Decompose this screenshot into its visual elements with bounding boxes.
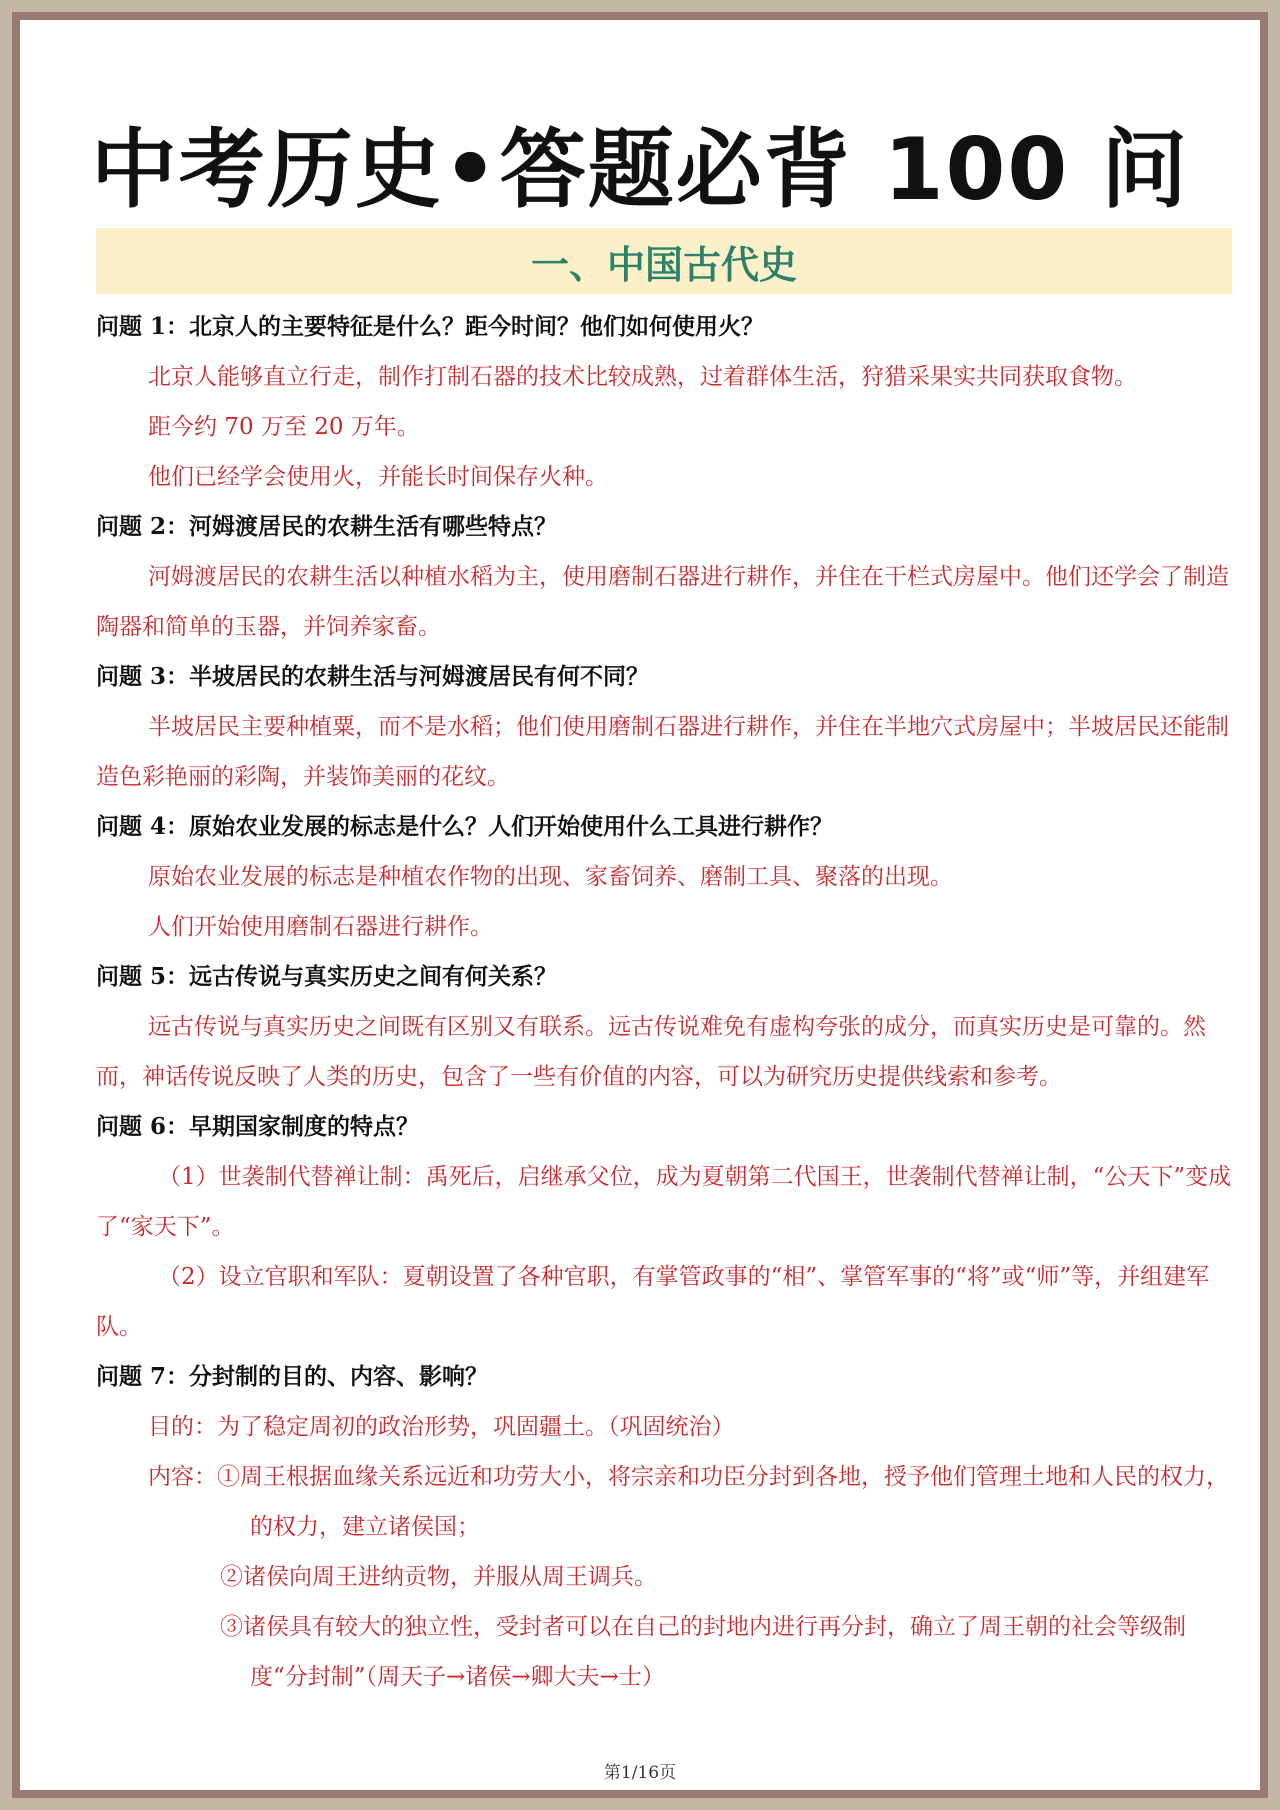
answer-4-line-1: 原始农业发展的标志是种植农作物的出现、家畜饲养、磨制工具、聚落的出现。	[148, 864, 953, 890]
question-list	[96, 302, 1232, 1702]
question-1: 问题 1：北京人的主要特征是什么？距今时间？他们如何使用火？	[96, 313, 765, 340]
question-7: 问题 7：分封制的目的、内容、影响？	[96, 1363, 489, 1390]
question-2: 问题 2：河姆渡居民的农耕生活有哪些特点？	[96, 513, 558, 540]
answer-4-line-2: 人们开始使用磨制石器进行耕作。	[148, 914, 493, 940]
answer-2: 河姆渡居民的农耕生活以种植水稻为主，使用磨制石器进行耕作，并住在干栏式房屋中。他们还学会了制造陶器和简单的玉器，并饲养家畜。	[96, 564, 1229, 640]
answer-7-content-2: ②诸侯向周王进纳贡物，并服从周王调兵。	[220, 1564, 657, 1590]
answer-7-content-1: 内容：①周王根据血缘关系远近和功劳大小，将宗亲和功臣分封到各地，授予他们管理土地和人民的权力，的权力，建立诸侯国；	[148, 1464, 1229, 1540]
answer-1-line-3: 他们已经学会使用火，并能长时间保存火种。	[148, 464, 608, 490]
question-6: 问题 6：早期国家制度的特点？	[96, 1113, 420, 1140]
document-page	[44, 40, 1236, 1783]
answer-6-point-1: （1）世袭制代替禅让制：禹死后，启继承父位，成为夏朝第二代国王，世袭制代替禅让制，“公天下”变成了“家天下”。	[96, 1164, 1232, 1240]
answer-7-purpose: 目的：为了稳定周初的政治形势，巩固疆土。（巩固统治）	[148, 1414, 735, 1440]
question-4: 问题 4：原始农业发展的标志是什么？人们开始使用什么工具进行耕作？	[96, 813, 834, 840]
answer-3: 半坡居民主要种植粟，而不是水稻；他们使用磨制石器进行耕作，并住在半地穴式房屋中；半坡居民还能制造色彩艳丽的彩陶，并装饰美丽的花纹。	[96, 714, 1229, 790]
question-3: 问题 3：半坡居民的农耕生活与河姆渡居民有何不同？	[96, 663, 650, 690]
section-heading: 一、中国古代史	[96, 228, 1232, 294]
page-frame	[12, 12, 1268, 1798]
answer-1-line-2: 距今约 70 万至 20 万年。	[148, 414, 420, 440]
answer-7-content-3: ③诸侯具有较大的独立性，受封者可以在自己的封地内进行再分封，确立了周王朝的社会等级制度“分封制”（周天子→诸侯→卿大夫→士）	[220, 1614, 1186, 1690]
answer-1-line-1: 北京人能够直立行走，制作打制石器的技术比较成熟，过着群体生活，狩猎采果实共同获取食物。	[148, 364, 1137, 390]
answer-5: 远古传说与真实历史之间既有区别又有联系。远古传说难免有虚构夸张的成分，而真实历史是可靠的。然而，神话传说反映了人类的历史，包含了一些有价值的内容，可以为研究历史提供线索和参考。	[96, 1014, 1206, 1090]
answer-6-point-2: （2）设立官职和军队：夏朝设置了各种官职，有掌管政事的“相”、掌管军事的“将”或“师”等，并组建军队。	[96, 1264, 1210, 1340]
question-5: 问题 5：远古传说与真实历史之间有何关系？	[96, 963, 558, 990]
page-title: 中考历史•答题必背 100 问	[90, 120, 1190, 220]
page-number: 第1/16页	[603, 1763, 677, 1783]
